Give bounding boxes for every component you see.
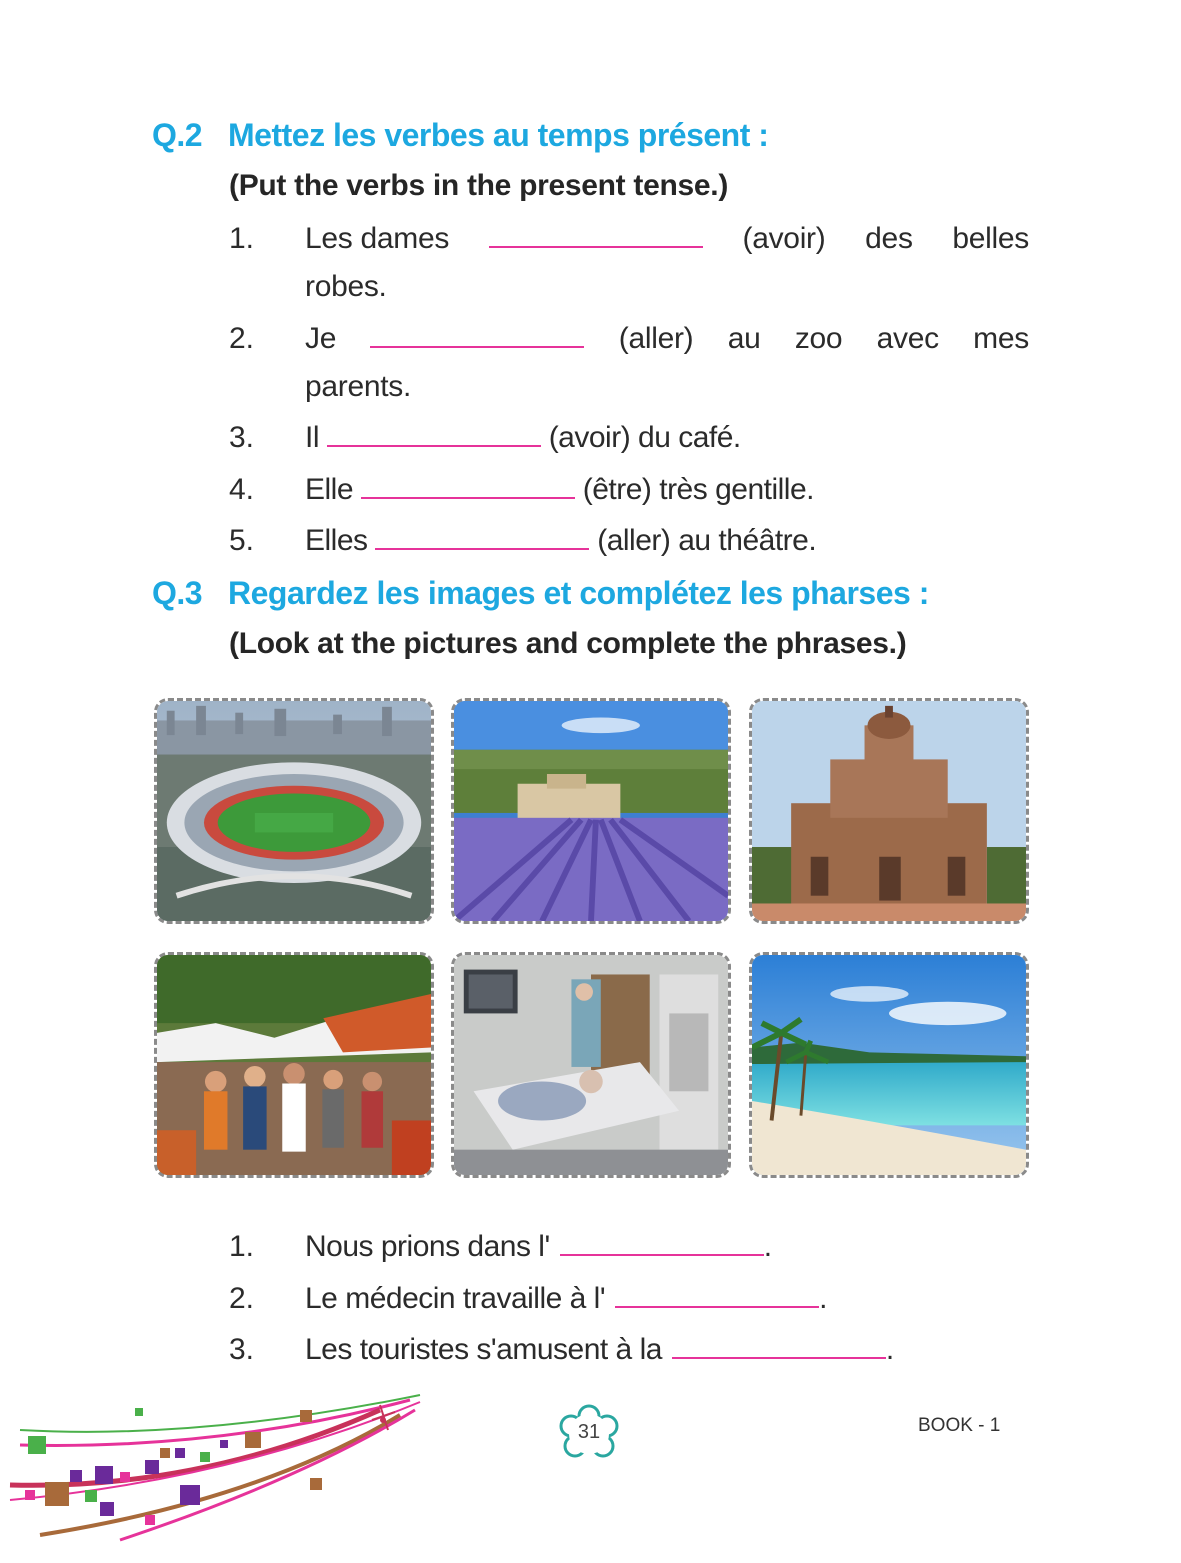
q3-item-1-number: 1. bbox=[229, 1230, 255, 1263]
stadium-photo bbox=[154, 698, 434, 924]
q2-item-1 bbox=[305, 222, 1029, 256]
q2-item-2-word: (aller) bbox=[618, 322, 694, 355]
q3-item-3 bbox=[305, 1333, 894, 1367]
q3-number: Q.3 bbox=[152, 575, 203, 611]
q3-item-2 bbox=[305, 1282, 827, 1316]
q2-item-2-word: avec bbox=[876, 322, 939, 355]
q2-item-2 bbox=[305, 322, 1029, 356]
q3-item-3-after: . bbox=[885, 1333, 894, 1366]
q2-item-2-word: zoo bbox=[794, 322, 843, 355]
q3-item-1-before: Nous prions dans l' bbox=[305, 1230, 550, 1263]
q2-item-1-blank[interactable] bbox=[489, 222, 703, 248]
q2-number: Q.2 bbox=[152, 117, 203, 153]
q2-item-1-continuation: robes. bbox=[305, 270, 387, 303]
q3-item-1-blank[interactable] bbox=[560, 1230, 764, 1256]
q3-item-3-blank[interactable] bbox=[672, 1333, 886, 1359]
q2-item-1-before: Les dames bbox=[305, 222, 450, 255]
q2-item-4-blank[interactable] bbox=[361, 473, 575, 499]
q2-item-1-word: belles bbox=[952, 222, 1029, 255]
decorative-ribbon bbox=[0, 1390, 430, 1560]
book-label: BOOK - 1 bbox=[918, 1415, 1001, 1436]
q2-item-2-before: Je bbox=[305, 322, 337, 355]
q2-item-1-number: 1. bbox=[229, 222, 255, 255]
q2-item-4 bbox=[305, 473, 814, 507]
q2-item-3-before: Il bbox=[305, 421, 319, 454]
beach-photo bbox=[749, 952, 1029, 1178]
q2-item-2-number: 2. bbox=[229, 322, 255, 355]
church-photo bbox=[749, 698, 1029, 924]
q2-title: Mettez les verbes au temps présent : bbox=[228, 117, 769, 153]
q2-subtitle: (Put the verbs in the present tense.) bbox=[229, 169, 729, 202]
q2-item-1-word: des bbox=[865, 222, 913, 255]
q2-item-5-blank[interactable] bbox=[375, 524, 589, 550]
q2-item-5-number: 5. bbox=[229, 524, 255, 557]
q2-item-2-blank[interactable] bbox=[370, 322, 584, 348]
q3-item-2-blank[interactable] bbox=[615, 1282, 819, 1308]
q2-heading bbox=[152, 117, 768, 154]
q3-heading bbox=[152, 575, 929, 612]
q2-item-3-blank[interactable] bbox=[327, 421, 541, 447]
q3-item-2-number: 2. bbox=[229, 1282, 255, 1315]
q3-item-3-before: Les touristes s'amusent à la bbox=[305, 1333, 662, 1366]
page-number: 31 bbox=[577, 1421, 601, 1443]
q2-item-3-number: 3. bbox=[229, 421, 255, 454]
q2-item-4-before: Elle bbox=[305, 473, 354, 506]
q2-item-5-after: (aller) au théâtre. bbox=[597, 524, 817, 557]
q2-item-1-word: (avoir) bbox=[742, 222, 826, 255]
q3-item-2-after: . bbox=[819, 1282, 827, 1315]
q2-item-2-continuation: parents. bbox=[305, 370, 411, 403]
q2-item-3-after: (avoir) du café. bbox=[548, 421, 741, 454]
q2-item-3 bbox=[305, 421, 741, 455]
q2-item-2-word: au bbox=[727, 322, 761, 355]
q2-item-4-after: (être) très gentille. bbox=[582, 473, 814, 506]
q3-subtitle: (Look at the pictures and complete the phrases.) bbox=[229, 627, 907, 660]
q3-item-2-before: Le médecin travaille à l' bbox=[305, 1282, 606, 1315]
q3-item-3-number: 3. bbox=[229, 1333, 255, 1366]
q2-item-2-word: mes bbox=[973, 322, 1029, 355]
q2-item-5-before: Elles bbox=[305, 524, 368, 557]
market-photo bbox=[154, 952, 434, 1178]
q3-item-1 bbox=[305, 1230, 772, 1264]
q2-item-5 bbox=[305, 524, 816, 558]
page-number-badge bbox=[553, 1404, 625, 1464]
q3-item-1-after: . bbox=[763, 1230, 772, 1263]
q2-item-4-number: 4. bbox=[229, 473, 255, 506]
q3-title: Regardez les images et complétez les pharses : bbox=[228, 575, 929, 611]
hospital-photo bbox=[451, 952, 731, 1178]
lavender-field-photo bbox=[451, 698, 731, 924]
